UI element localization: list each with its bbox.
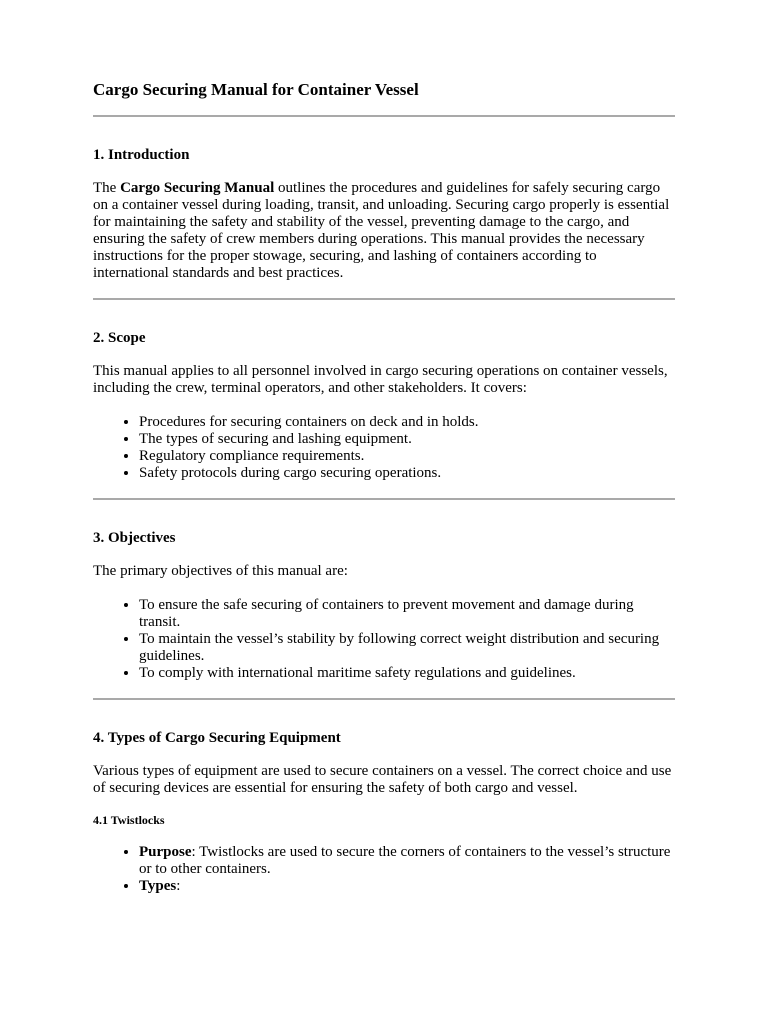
- scope-list: [93, 414, 675, 482]
- equipment-heading: 4. Types of Cargo Securing Equipment: [93, 730, 341, 746]
- list-item: • Safety protocols during cargo securing operations.: [139, 465, 675, 482]
- types-label: Types: [139, 878, 177, 894]
- intro-heading: 1. Introduction: [93, 147, 190, 163]
- list-item: • Procedures for securing containers on deck and in holds.: [139, 414, 675, 431]
- list-item: • Types:: [139, 878, 675, 895]
- scope-paragraph: This manual applies to all personnel involved in cargo securing operations on container vessels, including the crew, terminal operators, and other stakeholders. It covers:: [93, 363, 668, 396]
- section-divider: [93, 298, 675, 300]
- document-body: [93, 80, 675, 895]
- objectives-paragraph: The primary objectives of this manual are:: [93, 563, 348, 579]
- objectives-list: [93, 597, 675, 682]
- list-item: • Purpose: Twistlocks are used to secure the corners of containers to the vessel’s structure or to other containers.: [139, 844, 675, 878]
- list-item: • To ensure the safe securing of containers to prevent movement and damage during transit.: [139, 597, 675, 631]
- section-divider: [93, 498, 675, 500]
- scope-heading: 2. Scope: [93, 330, 146, 346]
- section-divider: [93, 115, 675, 117]
- equipment-paragraph: Various types of equipment are used to secure containers on a vessel. The correct choice and use of securing devices are essential for ensuring the safety of both cargo and vessel.: [93, 763, 672, 796]
- document-title: Cargo Securing Manual for Container Vessel: [93, 80, 419, 99]
- intro-bold-term: Cargo Securing Manual: [120, 180, 275, 196]
- twistlocks-subheading: 4.1 Twistlocks: [93, 813, 165, 827]
- list-item: • To comply with international maritime safety regulations and guidelines.: [139, 665, 675, 682]
- purpose-label: Purpose: [139, 844, 192, 860]
- objectives-heading: 3. Objectives: [93, 530, 176, 546]
- intro-paragraph: The Cargo Securing Manual outlines the procedures and guidelines for safely securing cargo on a container vessel during loading, transit, and unloading. Securing cargo properly is essential for maintaining the safety and stability of the vessel, preventing damage to the cargo, and ensuring the safety of crew members during operations. This manual provides the necessary instructions for the proper stowage, securing, and lashing of containers according to international standards and best practices.: [93, 180, 670, 281]
- list-item: • To maintain the vessel’s stability by following correct weight distribution and securing guidelines.: [139, 631, 675, 665]
- twistlocks-list: [93, 844, 675, 895]
- list-item: • Regulatory compliance requirements.: [139, 448, 675, 465]
- list-item: • The types of securing and lashing equipment.: [139, 431, 675, 448]
- section-divider: [93, 698, 675, 700]
